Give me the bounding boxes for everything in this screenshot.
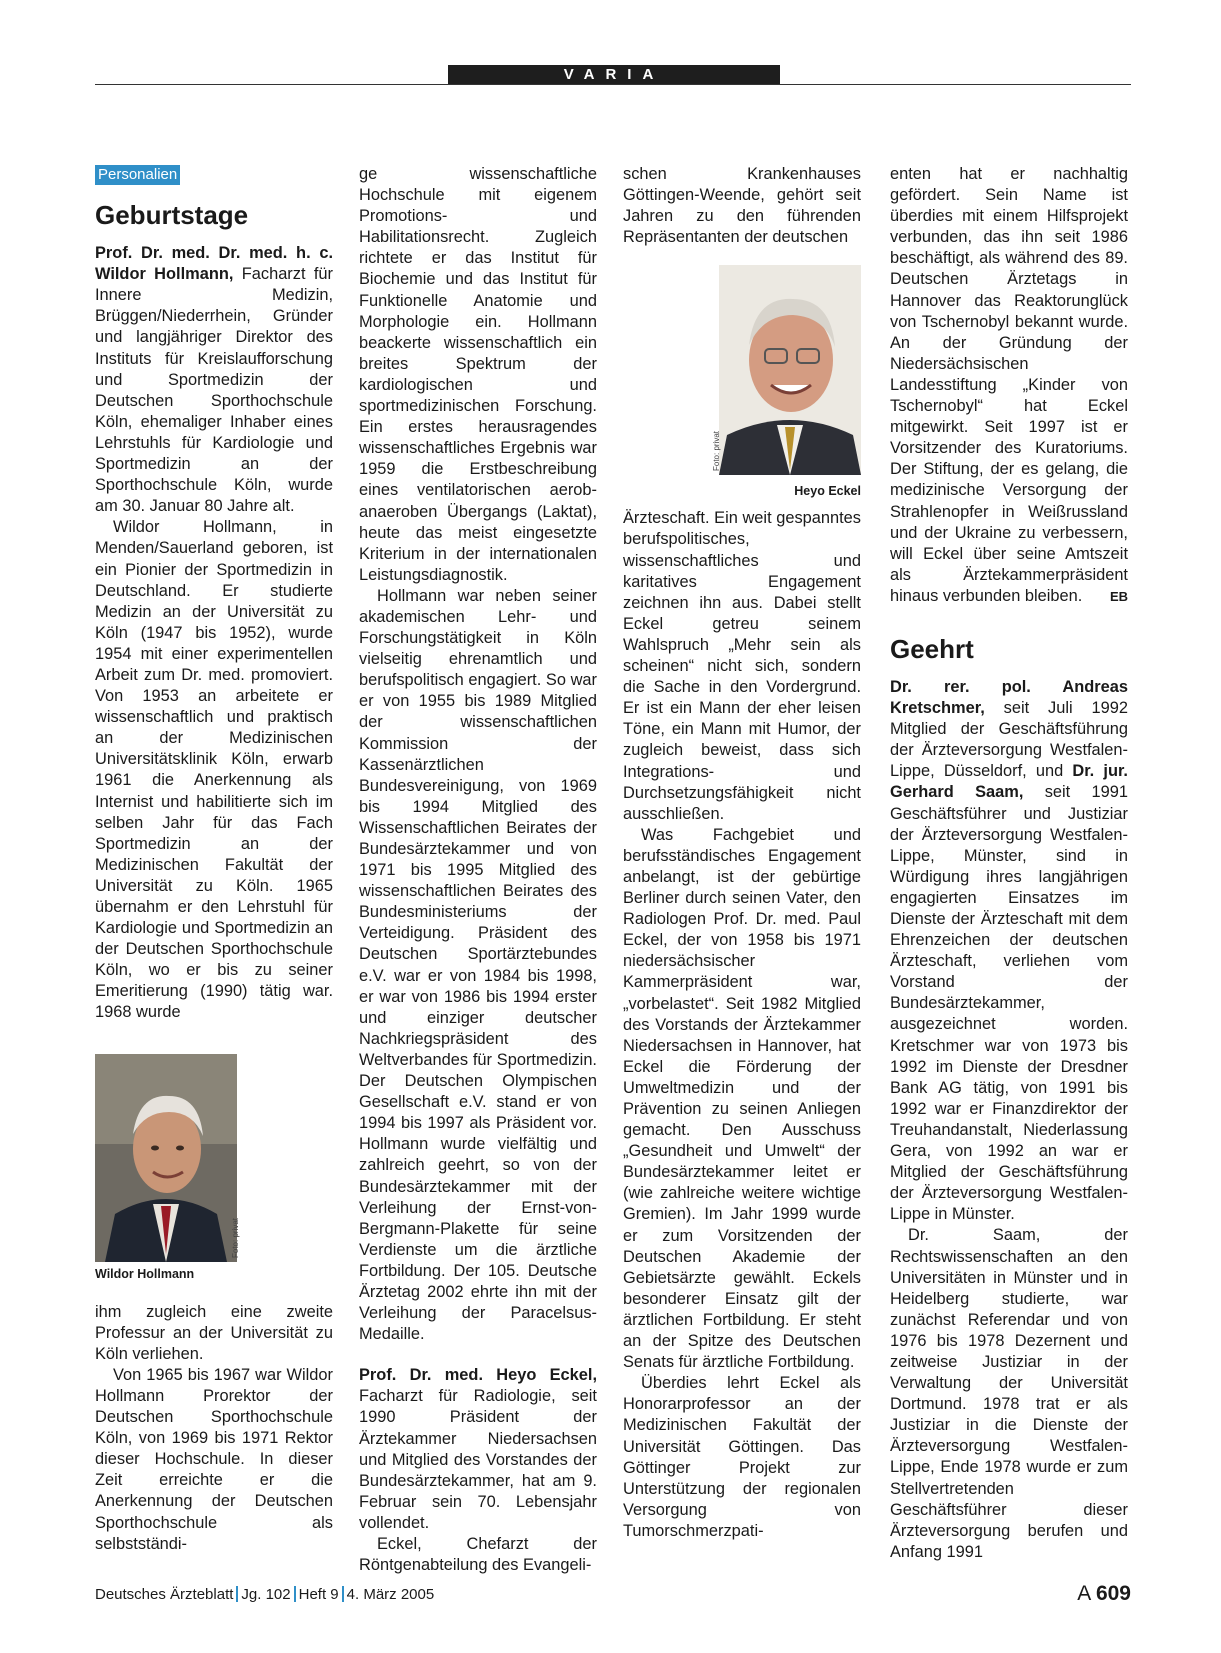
- paragraph-text: Facharzt für Radiologie, seit 1990 Präsident der Ärztekammer Niedersachsen und Mitglied des Vorstandes der Bundesärztekammer, hat am 9. Februar sein 70. Lebensjahr vollendet.: [359, 1387, 597, 1532]
- person-name: Dr. jur. Gerhard Saam,: [890, 762, 1128, 802]
- photo-heyo-eckel: [719, 265, 861, 475]
- paragraph: [890, 677, 1128, 1225]
- photo-credit: Foto: privat: [231, 1217, 240, 1258]
- issue-date: 4. März 2005: [346, 1586, 435, 1603]
- paragraph: [95, 243, 333, 517]
- journal-volume: Jg. 102: [241, 1586, 291, 1603]
- portrait-image: [95, 1054, 237, 1262]
- photo-credit: Foto: privat: [712, 431, 721, 472]
- journal-name: Deutsches Ärzteblatt: [95, 1586, 234, 1603]
- photo-wildor-hollmann: [95, 1054, 240, 1262]
- journal-issue: Heft 9: [298, 1586, 339, 1603]
- paragraph: Überdies lehrt Eckel als Honorarprofessor an der Medizinischen Fakultät der Universität Göttingen. Das Göttinger Projekt zur Unterstützung der regionalen Versorgung von Tumorschmerzpati-: [623, 1374, 861, 1540]
- page-number: [1077, 1582, 1131, 1606]
- paragraph: Von 1965 bis 1967 war Wildor Hollmann Prorektor der Deutschen Sporthochschule Köln, von 1969 bis 1971 Rektor dieser Hochschule. In dieser Zeit erreichte er die Anerkennung der Deutschen Sporthochschule als selbstständi-: [95, 1365, 333, 1553]
- person-name: Prof. Dr. med. Dr. med. h. c. Wildor Hollmann,: [95, 244, 333, 284]
- paragraph-text: seit Juli 1992 Mitglied der Geschäftsführung der Ärzteversorgung Westfalen-Lippe, Düsseldorf, und: [890, 699, 1128, 781]
- footer-separator: [294, 1586, 296, 1602]
- paragraph-text: Facharzt für Innere Medizin, Brüggen/Niederrhein, Gründer und langjähriger Direktor des Instituts für Kreislaufforschung und Sportmedizin der Deutschen Sporthochschule Köln, ehemaliger Inhaber eines Lehrstuhls für Kardiologie und Sportmedizin an der Sporthochschule Köln, wurde am 30. Januar 80 Jahre alt.: [95, 265, 333, 516]
- paragraph: Wildor Hollmann, in Menden/Sauerland geboren, ist ein Pionier der Sportmedizin in Deutschland. Er studierte Medizin an der Universität zu Köln (1947 bis 1952), wurde 1954 mit einer experimentellen Arbeit zum Dr. med. promoviert. Von 1953 an arbeitete er wissenschaftlich und praktisch an der Medizinischen Universitätsklinik Köln, erwarb 1961 die Anerkennung als Internist und habilitierte sich im selben Jahr für das Fach Sportmedizin an der Medizinischen Fakultät der Universität zu Köln. 1965 übernahm er den Lehrstuhl für Kardiologie und Sportmedizin an der Deutschen Sporthochschule Köln, wo er bis zu seiner Emeritierung (1990) tätig war. 1968 wurde: [95, 518, 333, 1022]
- paragraph: ge wissenschaftliche Hochschule mit eigenem Promotions- und Habilitationsrecht. Zugleich richtete er das Institut für Biochemie und das Institut für Funktionelle Anatomie und Morphologie ein. Hollmann beackerte wissenschaftlich ein breites Spektrum der kardiologischen und sportmedizinischen Forschung. Ein erstes herausragendes wissenschaftliches Ergebnis war 1959 die Erstbeschreibung eines ventilatorischen aerob-anaeroben Übergangs (Laktat), heute das meist eingesetzte Kriterium in der internationalen Leistungsdiagnostik.: [359, 165, 597, 584]
- paragraph: [359, 1365, 597, 1534]
- paragraph-text: enten hat er nachhaltig gefördert. Sein Name ist überdies mit einem Hilfsprojekt verbunden, das ihn seit 1986 beschäftigt, als während des 89. Deutschen Ärztetags in Hannover das Reaktorunglück von Tschernobyl bekannt wurde. An der Gründung der Niedersächsischen Landesstiftung „Kinder von Tschernobyl“ hat Eckel mitgewirkt. Seit 1997 ist er Vorsitzender des Kuratoriums. Der Stiftung, der es gelang, die medizinische Versorgung der Strahlenopfer in Weißrussland und der Ukraine zu verbessern, will Eckel über seine Amtszeit als Ärztekammerpräsident hinaus verbunden bleiben.: [890, 165, 1128, 605]
- headline-geburtstage: Geburtstage: [95, 200, 249, 231]
- person-name: Prof. Dr. med. Heyo Eckel,: [359, 1366, 597, 1385]
- footer-separator: [342, 1586, 344, 1602]
- paragraph: ihm zugleich eine zweite Professur an der Universität zu Köln verliehen.: [95, 1302, 333, 1363]
- person-name: Dr. rer. pol. Andreas Kretschmer,: [890, 677, 1128, 718]
- paragraph: Hollmann war neben seiner akademischen Lehr- und Forschungstätigkeit in Köln vielseitig ehrenamtlich und berufspolitisch engagiert. So war er von 1955 bis 1989 Mitglied der wissenschaftlichen Kommission der Kassenärztlichen Bundesvereinigung, von 1969 bis 1994 Mitglied des Wissenschaftlichen Beirates der Bundesärztekammer und von 1971 bis 1995 Mitglied des wissenschaftlichen Beirates des Bundesministeriums der Verteidigung. Präsident des Deutschen Sportärztebundes e.V. war er von 1984 bis 1998, er war von 1986 bis 1994 erster und einziger deutscher Nachkriegspräsident des Weltverbandes für Sportmedizin. Der Deutschen Olympischen Gesellschaft e.V. stand er von 1994 bis 1997 als Präsident vor. Hollmann wurde vielfältig und zahlreich geehrt, so von der Bundesärztekammer mit der Verleihung der Ernst-von-Bergmann-Plakette für seine Verdienste um die ärztliche Fortbildung. Der 105. Deutsche Ärztetag 2002 ehrte ihn mit der Verleihung der Paracelsus-Medaille.: [359, 586, 597, 1344]
- paragraph: Dr. Saam, der Rechtswissenschaften an den Universitäten in Münster und in Heidelberg studierte, war zunächst Referendar und von 1976 bis 1978 Dezernent und zeitweise Justiziar in der Verwaltung der Universität Dortmund. 1978 trat er als Justiziar in die Dienste der Ärzteversorgung Westfalen-Lippe, Ende 1978 wurde er zum Stellvertretenden Geschäftsführer dieser Ärzteversorgung berufen und Anfang 1991: [890, 1226, 1128, 1561]
- rubric-label: Personalien: [95, 165, 180, 185]
- paragraph: [890, 164, 1128, 607]
- paragraph: Ärzteschaft. Ein weit gespanntes berufspolitisches, wissenschaftliches und karitatives Engagement zeichnen ihn aus. Dabei stellt Eckel getreu seinem Wahlspruch „Mehr sein als scheinen“ nicht sich, sondern die Sache in den Vordergrund. Er ist ein Mann der eher leisen Töne, ein Mann mit Humor, der zugleich beweist, dass sich Integrations- und Durchsetzungsfähigkeit nicht ausschließen.: [623, 509, 861, 823]
- section-header: VARIA: [448, 65, 780, 85]
- column-4: [890, 164, 1128, 1563]
- paragraph: schen Krankenhauses Göttingen-Weende, gehört seit Jahren zu den führenden Repräsentanten der deutschen: [623, 165, 861, 247]
- column-1: [95, 164, 333, 1555]
- column-3: [623, 164, 861, 1542]
- headline-geehrt: Geehrt: [890, 633, 974, 664]
- author-signature: EB: [1109, 588, 1128, 604]
- photo-caption: Heyo Eckel: [794, 484, 861, 499]
- paragraph: Eckel, Chefarzt der Röntgenabteilung des Evangeli-: [359, 1535, 597, 1575]
- paragraph-text: seit 1991 Geschäftsführer und Justiziar der Ärzteversorgung Westfalen-Lippe, Münster, sind in Würdigung ihres langjährigen engagierten Einsatzes im Dienste der Ärzteschaft mit dem Ehrenzeichen der deutschen Ärzteschaft, verliehen vom Vorstand der Bundesärztekammer, ausgezeichnet worden. Kretschmer war von 1973 bis 1992 im Dienste der Dresdner Bank AG tätig, von 1991 bis 1992 war er Finanzdirektor der Treuhandanstalt, Niederlassung Gera, von 1992 an war er Mitglied der Geschäftsführung der Ärzteversorgung Westfalen-Lippe in Münster.: [890, 783, 1129, 1224]
- footer-separator: [236, 1586, 238, 1602]
- column-2: [359, 164, 597, 1576]
- photo-block: [623, 265, 861, 499]
- paragraph: Was Fachgebiet und berufsständisches Engagement anbelangt, ist der gebürtige Berliner durch seinen Vater, den Radiologen Prof. Dr. med. Paul Eckel, der von 1958 bis 1971 niedersächsischer Kammerpräsident war, „vorbelastet“. Seit 1982 Mitglied des Vorstands der Ärztekammer Niedersachsen in Hannover, hat Eckel die Förderung der Umweltmedizin und der Prävention zu seinen Anliegen gemacht. Den Ausschuss „Gesundheit und Umwelt“ der Bundesärztekammer leitet er (wie zahlreiche weitere wichtige Gremien). Im Jahr 1999 wurde er zum Vorsitzenden der Deutschen Akademie der Gebietsärzte gewählt. Eckels besonderer Einsatz gilt der ärztlichen Fortbildung. Er steht an der Spitze des Deutschen Senats für ärztliche Fortbildung.: [623, 825, 861, 1372]
- portrait-image: [719, 265, 861, 475]
- page-footer: [95, 1582, 1131, 1605]
- page-prefix: A: [1077, 1582, 1091, 1605]
- page-number-value: 609: [1095, 1582, 1131, 1605]
- header-rule: [95, 84, 1131, 85]
- photo-caption: Wildor Hollmann: [95, 1266, 195, 1281]
